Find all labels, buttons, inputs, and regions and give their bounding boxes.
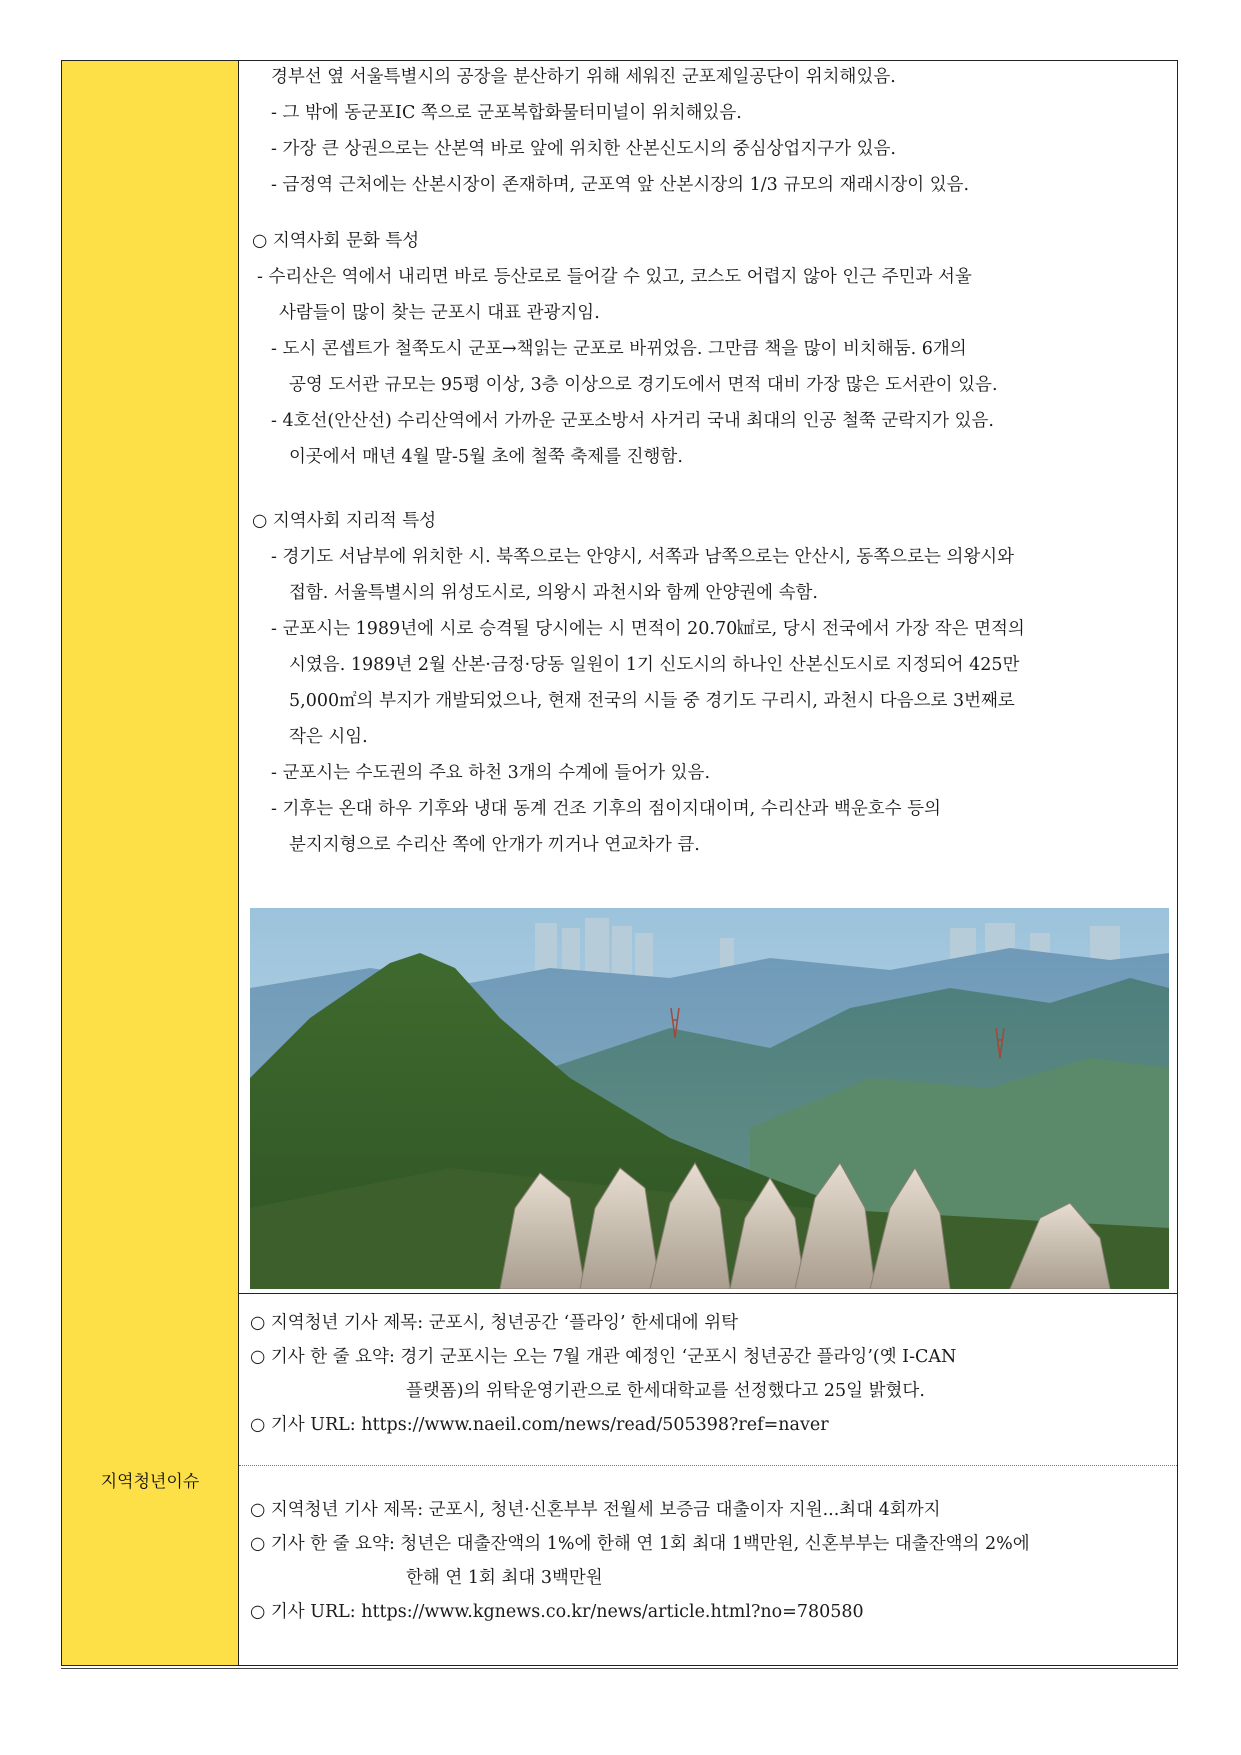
- geography-line: - 군포시는 1989년에 시로 승격될 당시에는 시 면적이 20.70㎢로, 당시 전국에서 가장 작은 면적의: [271, 619, 1025, 639]
- industry-line: - 금정역 근처에는 산본시장이 존재하며, 군포역 앞 산본시장의 1/3 규모의 재래시장이 있음.: [271, 175, 970, 195]
- geography-line: 5,000㎡의 부지가 개발되었으나, 현재 전국의 시들 중 경기도 구리시, 과천시 다음으로 3번째로: [289, 691, 1015, 711]
- youth-issue-cell: [239, 1293, 1177, 1665]
- geography-line: 시였음. 1989년 2월 산본·금정·당동 일원이 1기 신도시의 하나인 산본신도시로 지정되어 425만: [289, 655, 1020, 675]
- article1-summary-cont: 플랫폼)의 위탁운영기관으로 한세대학교를 선정했다고 25일 밝혔다.: [406, 1381, 925, 1401]
- culture-line: - 도시 콘셉트가 철쭉도시 군포→책읽는 군포로 바뀌었음. 그만큼 책을 많이 비치해둠. 6개의: [271, 339, 967, 359]
- culture-line: 이곳에서 매년 4월 말-5월 초에 철쭉 축제를 진행함.: [289, 447, 683, 467]
- article2-summary: ○ 기사 한 줄 요약: 청년은 대출잔액의 1%에 한해 연 1회 최대 1백만원, 신혼부부는 대출잔액의 2%에: [250, 1534, 1030, 1554]
- geography-line: - 경기도 서남부에 위치한 시. 북쪽으로는 안양시, 서쪽과 남쪽으로는 안산시, 동쪽으로는 의왕시와: [271, 547, 1015, 567]
- geography-line: - 군포시는 수도권의 주요 하천 3개의 수계에 들어가 있음.: [271, 763, 711, 783]
- article2-summary-cont: 한해 연 1회 최대 3백만원: [406, 1568, 603, 1588]
- geography-line: 접함. 서울특별시의 위성도시로, 의왕시 과천시와 함께 안양권에 속함.: [289, 583, 818, 603]
- culture-line: 공영 도서관 규모는 95평 이상, 3층 이상으로 경기도에서 면적 대비 가장 많은 도서관이 있음.: [289, 375, 998, 395]
- geography-line: - 기후는 온대 하우 기후와 냉대 동계 건조 기후의 점이지대이며, 수리산과 백운호수 등의: [271, 799, 941, 819]
- culture-heading: ○ 지역사회 문화 특성: [252, 231, 420, 251]
- document-table: [61, 60, 1178, 1666]
- article2-url[interactable]: ○ 기사 URL: https://www.kgnews.co.kr/news/article.html?no=780580: [250, 1602, 864, 1622]
- culture-line: - 수리산은 역에서 내리면 바로 등산로로 들어갈 수 있고, 코스도 어렵지 않아 인근 주민과 서울: [257, 267, 972, 287]
- side-label-cell-empty: [62, 61, 239, 1293]
- regional-youth-issue-label: 지역청년이슈: [100, 1471, 200, 1492]
- article2-title: ○ 지역청년 기사 제목: 군포시, 청년·신혼부부 전월세 보증금 대출이자 지원...최대 4회까지: [250, 1500, 941, 1520]
- surisan-mountain-photo: [250, 908, 1169, 1289]
- culture-line: - 4호선(안산선) 수리산역에서 가까운 군포소방서 사거리 국내 최대의 인공 철쭉 군락지가 있음.: [271, 411, 994, 431]
- bottom-rule: [61, 1668, 1178, 1669]
- industry-line: - 가장 큰 상권으로는 산본역 바로 앞에 위치한 산본신도시의 중심상업지구가 있음.: [271, 139, 896, 159]
- side-label-cell: [62, 1293, 239, 1665]
- geography-line: 작은 시임.: [289, 727, 368, 747]
- article1-title: ○ 지역청년 기사 제목: 군포시, 청년공간 ‘플라잉’ 한세대에 위탁: [250, 1313, 739, 1333]
- industry-line: 경부선 옆 서울특별시의 공장을 분산하기 위해 세워진 군포제일공단이 위치해있음.: [271, 67, 896, 87]
- industry-line: - 그 밖에 동군포IC 쪽으로 군포복합화물터미널이 위치해있음.: [271, 103, 742, 123]
- article-divider: [239, 1465, 1177, 1466]
- article1-url[interactable]: ○ 기사 URL: https://www.naeil.com/news/read/505398?ref=naver: [250, 1415, 829, 1435]
- culture-line: 사람들이 많이 찾는 군포시 대표 관광지임.: [279, 303, 600, 323]
- geography-line: 분지지형으로 수리산 쪽에 안개가 끼거나 연교차가 큼.: [289, 835, 700, 855]
- article1-summary: ○ 기사 한 줄 요약: 경기 군포시는 오는 7월 개관 예정인 ‘군포시 청년공간 플라잉’(옛 I-CAN: [250, 1347, 957, 1367]
- geography-heading: ○ 지역사회 지리적 특성: [252, 511, 437, 531]
- community-characteristics-cell: [239, 61, 1177, 1293]
